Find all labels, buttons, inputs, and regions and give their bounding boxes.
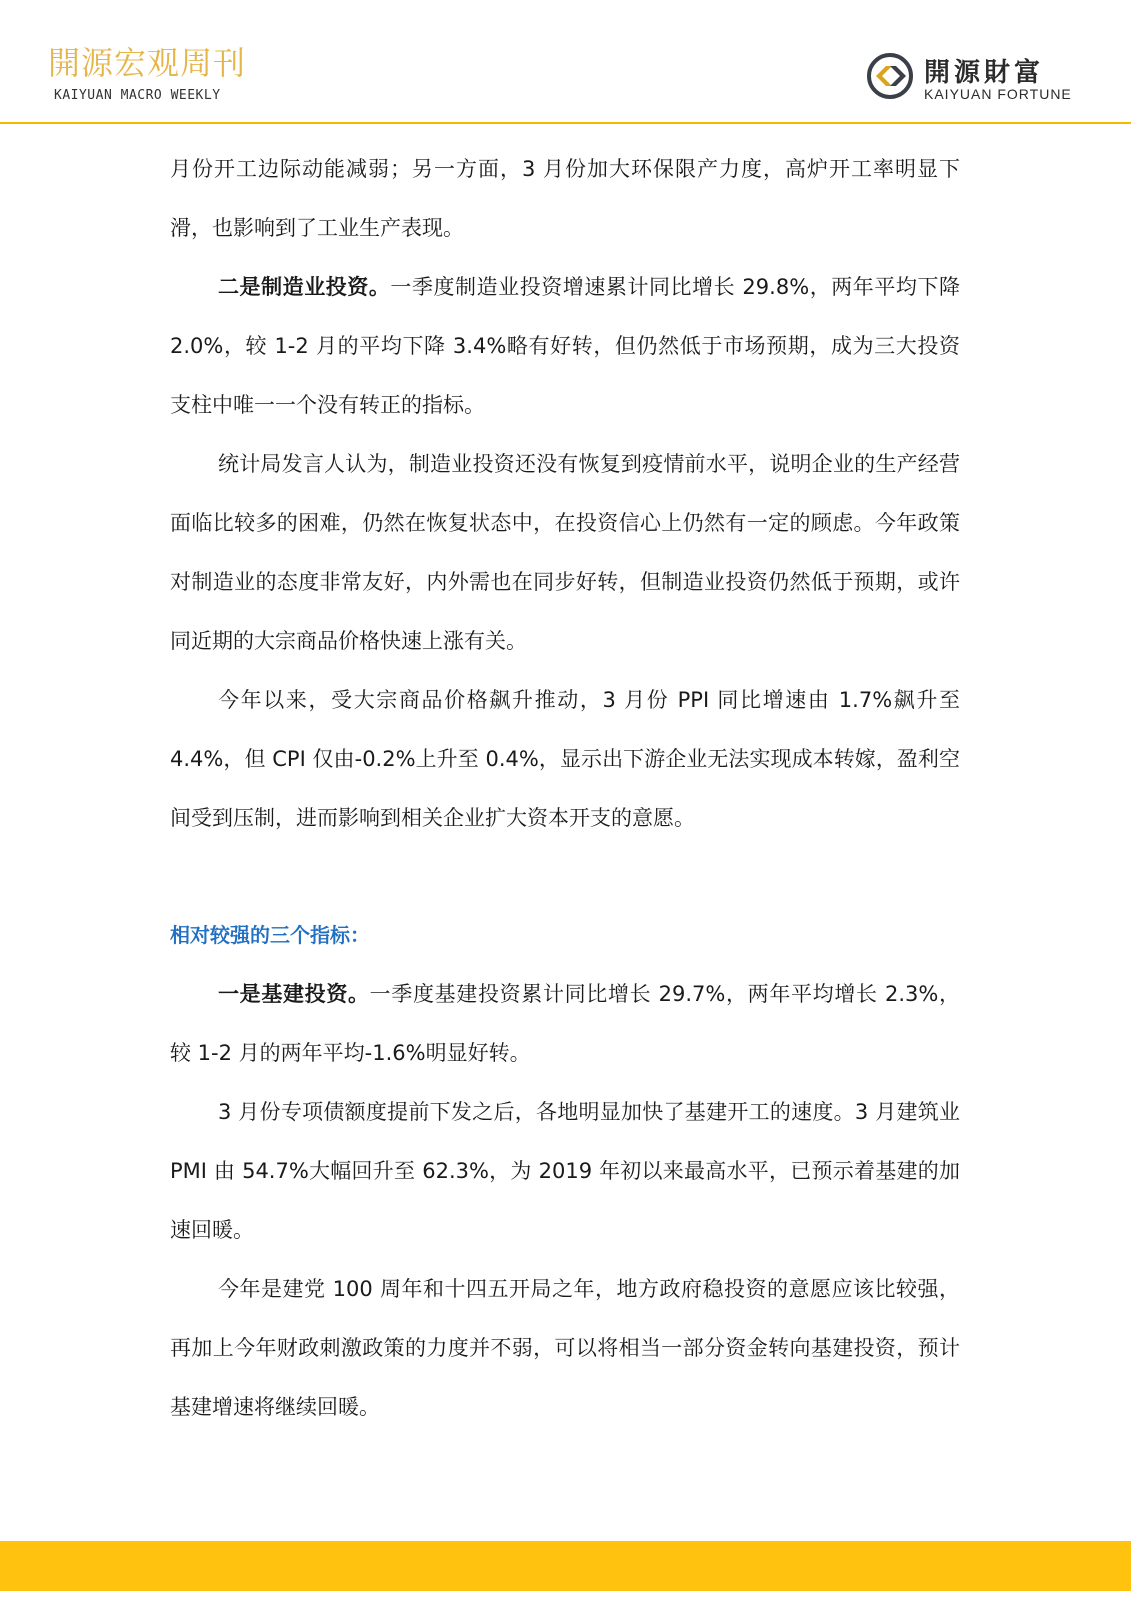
paragraph-party-centenary: 今年是建党 100 周年和十四五开局之年，地方政府稳投资的意愿应该比较强，再加上今年财政刺激政策的力度并不弱，可以将相当一部分资金转向基建投资，预计基建增速将继续回暖。 (170, 1277, 960, 1419)
article-body (170, 140, 960, 1437)
header-divider (0, 122, 1131, 124)
text-infrastructure-investment: 一季度基建投资累计同比增长 29.7%，两年平均增长 2.3%，较 1-2 月的两年平均-1.6%明显好转。 (170, 982, 960, 1065)
kaiyuan-logo-icon (866, 52, 914, 100)
paragraph-special-bonds: 3 月份专项债额度提前下发之后，各地明显加快了基建开工的速度。3 月建筑业 PMI 由 54.7%大幅回升至 62.3%，为 2019 年初以来最高水平，已预示着基建的加速回暖。 (170, 1100, 960, 1242)
paragraph-manufacturing-investment (170, 258, 960, 435)
paragraph-industrial-production: 月份开工边际动能减弱；另一方面，3 月份加大环保限产力度，高炉开工率明显下滑，也影响到了工业生产表现。 (170, 157, 960, 240)
lead-manufacturing-investment: 二是制造业投资。 (218, 275, 391, 299)
logo-english-name: KAIYUAN FORTUNE (924, 86, 1072, 102)
paragraph-statistics-bureau: 统计局发言人认为，制造业投资还没有恢复到疫情前水平，说明企业的生产经营面临比较多的困难，仍然在恢复状态中，在投资信心上仍然有一定的顾虑。今年政策对制造业的态度非常友好，内外需也在同步好转，但制造业投资仍然低于预期，或许同近期的大宗商品价格快速上涨有关。 (170, 452, 960, 653)
header-title: 開源宏观周刊 (48, 44, 247, 82)
paragraph-ppi-cpi: 今年以来，受大宗商品价格飙升推动，3 月份 PPI 同比增速由 1.7%飙升至 4.4%，但 CPI 仅由-0.2%上升至 0.4%，显示出下游企业无法实现成本转嫁，盈利空间受到压制，进而影响到相关企业扩大资本开支的意愿。 (170, 688, 960, 830)
paragraph-infrastructure-investment (170, 965, 960, 1083)
section-heading-strong-indicators: 相对较强的三个指标： (170, 923, 370, 947)
lead-infrastructure-investment: 一是基建投资。 (218, 982, 370, 1006)
text-manufacturing-investment: 一季度制造业投资增速累计同比增长 29.8%，两年平均下降 2.0%，较 1-2 月的平均下降 3.4%略有好转，但仍然低于市场预期，成为三大投资支柱中唯一一个没有转正的指标。 (170, 275, 960, 417)
page-header (0, 0, 1131, 124)
header-subtitle: KAIYUAN MACRO WEEKLY (54, 88, 221, 103)
logo-chinese-name: 開源財富 (924, 58, 1045, 88)
footer-bar (0, 1541, 1131, 1591)
kaiyuan-fortune-logo (866, 52, 1106, 108)
